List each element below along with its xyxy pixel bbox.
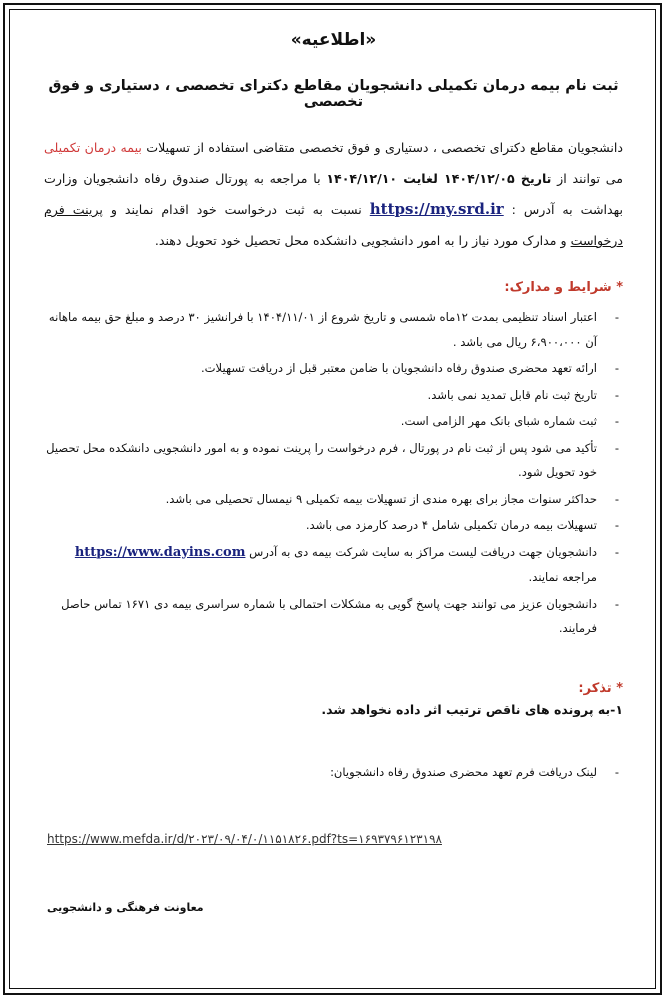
- dash-icon: -: [614, 310, 619, 324]
- dash-icon: -: [614, 491, 619, 506]
- signature: معاونت فرهنگی و دانشجویی: [47, 901, 204, 914]
- dash-icon: -: [614, 440, 619, 455]
- announcement-heading: «اطلاعیه»: [290, 30, 377, 50]
- form-download-link[interactable]: https://www.mefda.ir/d/۲۰۲۳/۰۹/۰۴/۰/۱۱۵۱۸۲۶.pdf?ts=۱۶۹۳۷۹۶۱۲۳۱۹۸: [47, 832, 442, 846]
- condition-text: دانشجویان جهت دریافت لیست مراکز به سایت شرکت بیمه دی به آدرس: [245, 544, 597, 559]
- intro-paragraph: [44, 132, 623, 256]
- print-form-text: پرینت فرم درخواست: [44, 202, 623, 248]
- condition-text: مراجعه نمایند.: [528, 570, 597, 584]
- intro-text-5: و مدارک مورد نیاز را به امور دانشجویی دانشکده محل تحصیل خود تحویل دهند.: [154, 233, 571, 248]
- condition-text: حداکثر سنوات مجاز برای بهره مندی از تسهیلات بیمه تکمیلی ۹ نیمسال تحصیلی می باشد.: [165, 491, 597, 506]
- condition-text: تاریخ ثبت نام قابل تمدید نمی باشد.: [427, 387, 597, 402]
- download-label-line: [44, 765, 623, 779]
- conditions-title: شرایط و مدارک:: [504, 280, 612, 295]
- announcement-body: [44, 30, 623, 779]
- conditions-list: [44, 305, 623, 641]
- dash-icon: -: [614, 414, 619, 428]
- intro-highlight: بیمه درمان تکمیلی: [44, 140, 142, 155]
- dash-icon: -: [614, 596, 619, 611]
- portal-link[interactable]: https://my.srd.ir: [369, 200, 504, 218]
- condition-text: دانشجویان عزیز می توانند جهت پاسخ گویی به مشکلات احتمالی با شماره سراسری بیمه دی ۱۶۷۱ تماس حاصل فرمایند.: [61, 596, 597, 635]
- intro-text-2: می توانند از: [551, 171, 623, 186]
- list-item: [44, 409, 623, 434]
- reminder-item: ۱-به پرونده های ناقص ترتیب اثر داده نخواهد شد.: [321, 701, 623, 717]
- condition-text: ارائه تعهد محضری صندوق رفاه دانشجویان با ضامن معتبر قبل از دریافت تسهیلات.: [200, 361, 597, 375]
- dash-icon: -: [614, 518, 619, 532]
- list-item: [44, 487, 623, 512]
- list-item: [44, 513, 623, 538]
- reminder-title: تذکر:: [578, 680, 612, 696]
- conditions-heading: [44, 280, 623, 295]
- condition-text: تأکید می شود پس از ثبت نام در پورتال ، فرم درخواست را پرینت نموده و به امور دانشجویی دانشکده محل تحصیل خود تحویل شود.: [46, 440, 597, 479]
- download-label: لینک دریافت فرم تعهد محضری صندوق رفاه دانشجویان:: [330, 764, 597, 779]
- condition-text: ثبت شماره شبای بانک مهر الزامی است.: [400, 414, 597, 428]
- dash-icon: -: [614, 764, 619, 779]
- list-item: [44, 592, 623, 641]
- intro-text-3: با مراجعه به پورتال صندوق رفاه دانشجویان وزارت بهداشت به آدرس :: [44, 171, 623, 217]
- registration-dates: تاریخ ۱۴۰۴/۱۲/۰۵ لغایت ۱۴۰۴/۱۲/۱۰: [326, 171, 552, 186]
- dayins-link[interactable]: https://www.dayins.com: [74, 544, 246, 560]
- intro-text-4: نسبت به ثبت درخواست خود اقدام نمایند و: [102, 202, 370, 217]
- list-item: [44, 305, 623, 354]
- list-item: [44, 356, 623, 381]
- dash-icon: -: [614, 361, 619, 375]
- list-item: [44, 540, 623, 590]
- list-item: [44, 436, 623, 485]
- intro-text-1: دانشجویان مقاطع دکترای تخصصی ، دستیاری و فوق تخصصی متقاضی استفاده از تسهیلات: [141, 140, 623, 155]
- asterisk-icon: *: [616, 280, 623, 295]
- asterisk-icon: *: [616, 680, 623, 696]
- reminder-heading: [44, 681, 623, 696]
- dash-icon: -: [614, 544, 619, 559]
- condition-text: تسهیلات بیمه درمان تکمیلی شامل ۴ درصد کارمزد می باشد.: [305, 518, 597, 532]
- dash-icon: -: [614, 387, 619, 402]
- list-item: [44, 383, 623, 408]
- condition-text: اعتبار اسناد تنظیمی بمدت ۱۲ماه شمسی و تاریخ شروع از ۱۴۰۴/۱۱/۰۱ با فرانشیز ۳۰ درصد و مبلغ حق بیمه ماهانه آن ۶،۹۰۰،۰۰۰ ریال می باشد .: [48, 310, 597, 349]
- announcement-title: ثبت نام بیمه درمان تکمیلی دانشجویان مقاطع دکترای تخصصی ، دستیاری و فوق تخصصی: [48, 78, 619, 110]
